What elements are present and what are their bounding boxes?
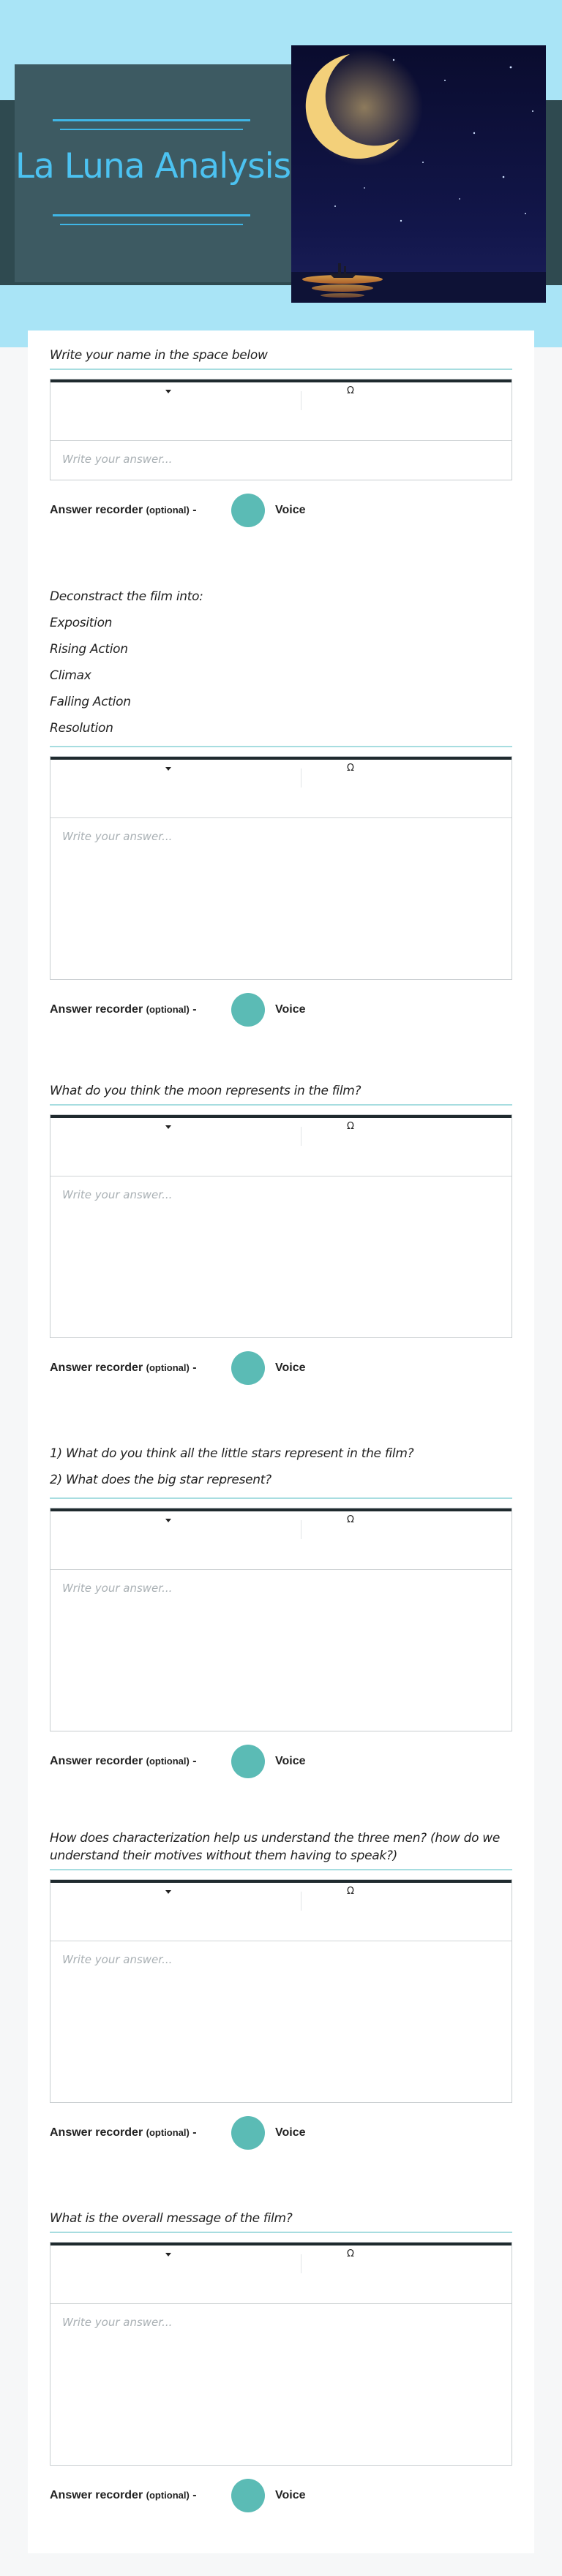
question-divider [50,1869,512,1870]
special-character-icon[interactable]: Ω [347,1121,354,1132]
question-text: How does characterization help us understand the three men? (how do we understand their motives without them having to speak?) [50,1831,501,1863]
question-4 [50,1440,512,1778]
moon-night-image [291,45,546,303]
format-dropdown[interactable] [50,2245,299,2303]
format-dropdown[interactable] [50,1118,299,1176]
question-6 [50,2210,512,2512]
voice-record-button[interactable] [231,2116,265,2150]
title-decor-line [60,129,243,130]
title-decor-line [53,119,250,121]
voice-record-button[interactable] [231,993,265,1027]
editor-toolbar [50,1115,512,1176]
voice-label: Voice [275,1755,306,1767]
answer-input[interactable] [50,441,512,480]
voice-label: Voice [275,504,306,516]
recorder-label: Answer recorder (optional) - [50,1003,197,1016]
answer-editor [50,2242,512,2466]
answer-recorder [50,2116,512,2150]
answer-recorder [50,1745,512,1778]
recorder-label: Answer recorder (optional) - [50,504,197,516]
editor-toolbar [50,1508,512,1570]
format-dropdown[interactable] [50,1883,299,1941]
answer-editor [50,1114,512,1338]
caret-down-icon [165,1890,171,1894]
special-character-icon[interactable]: Ω [347,1886,354,1897]
answer-input[interactable] [50,1941,512,2102]
editor-toolbar [50,757,512,818]
voice-label: Voice [275,1361,306,1374]
special-character-icon[interactable]: Ω [347,2248,354,2259]
voice-label: Voice [275,2126,306,2139]
question-text: Deconstract the film into: Exposition Rising Action Climax Falling Action Resolution [50,589,203,736]
voice-record-button[interactable] [231,1745,265,1778]
title-decor-line [60,224,243,225]
question-text: What do you think the moon represents in the film? [50,1084,361,1098]
question-divider [50,1497,512,1499]
answer-input[interactable] [50,1570,512,1731]
caret-down-icon [165,2253,171,2256]
voice-label: Voice [275,2489,306,2501]
format-dropdown[interactable] [50,1511,299,1569]
voice-record-button[interactable] [231,1351,265,1385]
editor-toolbar [50,379,512,441]
voice-label: Voice [275,1003,306,1016]
caret-down-icon [165,390,171,393]
voice-record-button[interactable] [231,2479,265,2512]
recorder-label: Answer recorder (optional) - [50,1755,197,1767]
question-5 [50,1829,512,2150]
question-divider [50,1104,512,1106]
format-dropdown[interactable] [50,382,299,440]
answer-input[interactable] [50,818,512,979]
caret-down-icon [165,1125,171,1129]
recorder-label: Answer recorder (optional) - [50,2126,197,2139]
title-decor-line [53,214,250,216]
answer-editor [50,379,512,480]
answer-input[interactable] [50,2304,512,2465]
caret-down-icon [165,767,171,771]
answer-recorder [50,2479,512,2512]
answer-editor [50,756,512,980]
page-title: La Luna Analysis [15,146,291,186]
moon-illustration [291,45,546,303]
assignment-form [28,331,534,2553]
question-text: 1) What do you think all the little stars represent in the film? 2) What does the big star represent? [50,1446,414,1487]
special-character-icon[interactable]: Ω [347,763,354,774]
answer-input[interactable] [50,1176,512,1337]
answer-recorder [50,494,512,527]
title-card [15,64,291,282]
question-divider [50,2232,512,2233]
answer-recorder [50,1351,512,1385]
question-2 [50,583,512,1027]
voice-record-button[interactable] [231,494,265,527]
answer-recorder [50,993,512,1027]
editor-toolbar [50,2243,512,2304]
answer-editor [50,1508,512,1731]
question-text: Write your name in the space below [50,348,268,363]
recorder-label: Answer recorder (optional) - [50,1361,197,1374]
caret-down-icon [165,1519,171,1522]
question-1 [50,347,512,527]
question-divider [50,369,512,370]
format-dropdown[interactable] [50,760,299,817]
question-text: What is the overall message of the film? [50,2211,293,2226]
editor-toolbar [50,1880,512,1941]
recorder-label: Answer recorder (optional) - [50,2489,197,2501]
question-divider [50,746,512,747]
question-3 [50,1082,512,1385]
special-character-icon[interactable]: Ω [347,385,354,396]
answer-editor [50,1879,512,2103]
special-character-icon[interactable]: Ω [347,1514,354,1525]
